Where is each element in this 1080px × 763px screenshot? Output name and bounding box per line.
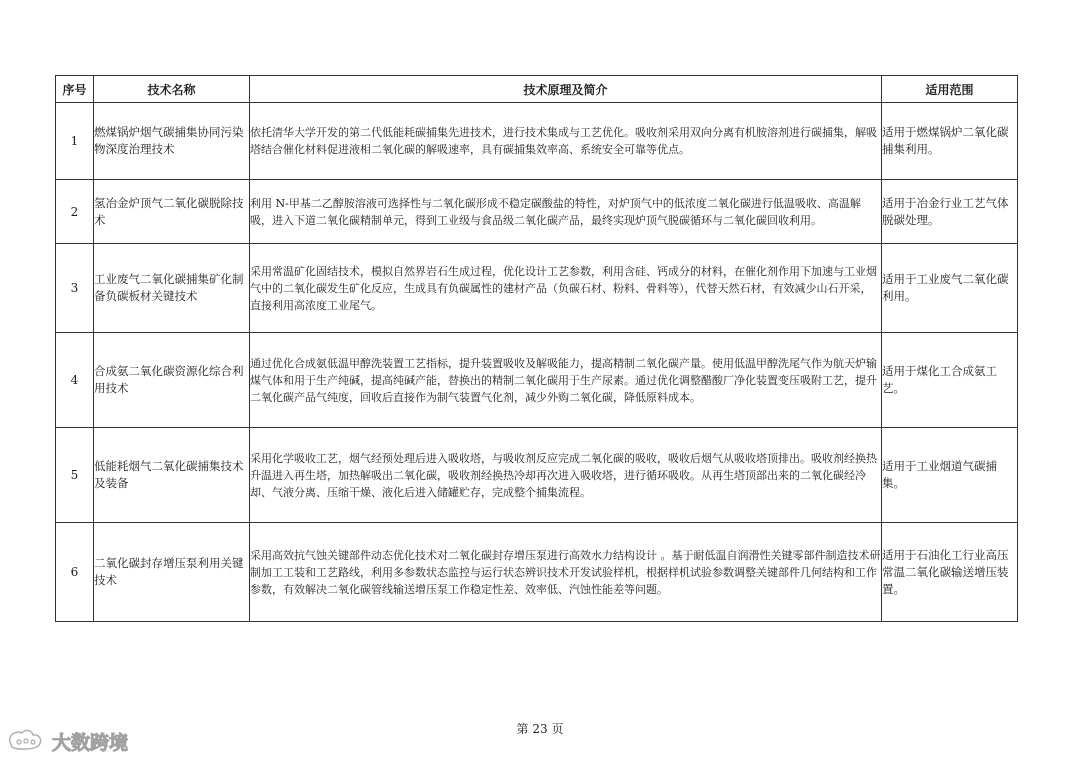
tech-description-cell: 采用常温矿化固结技术，模拟自然界岩石生成过程，优化设计工艺参数，利用含硅、钙成分的材料，在催化剂作用下加速与工业烟气中的二氧化碳发生矿化反应，生成具有负碳属性的建材产品（负碳石材、粉料、骨料等），代替天然石材，有效减少山石开采，直接利用高浓度工业尾气。 xyxy=(250,244,882,333)
tech-description-cell: 采用化学吸收工艺，烟气经预处理后进入吸收塔，与吸收剂反应完成二氧化碳的吸收，吸收后烟气从吸收塔顶排出。吸收剂经换热升温进入再生塔，加热解吸出二氧化碳，吸收剂经换热冷却再次进入吸收塔，进行循环吸收。从再生塔顶部出来的二氧化碳经冷却、气液分离、压缩干燥、液化后进入储罐贮存，完成整个捕集流程。 xyxy=(250,428,882,523)
tech-description-cell: 依托清华大学开发的第二代低能耗碳捕集先进技术，进行技术集成与工艺优化。吸收剂采用双向分离有机胺溶剂进行碳捕集，解吸塔结合催化材料促进液相二氧化碳的解吸速率，具有碳捕集效率高、系统安全可靠等优点。 xyxy=(250,103,882,180)
table-row xyxy=(56,103,1018,180)
table-row xyxy=(56,244,1018,333)
table-row xyxy=(56,428,1018,523)
tech-name-cell: 工业废气二氧化碳捕集矿化制备负碳板材关键技术 xyxy=(94,244,250,333)
scope-cell: 适用于石油化工行业高压常温二氧化碳输送增压装置。 xyxy=(882,523,1018,622)
tech-description-cell: 通过优化合成氨低温甲醇洗装置工艺指标，提升装置吸收及解吸能力，提高精制二氧化碳产量。使用低温甲醇洗尾气作为航天炉输煤气体和用于生产纯碱，提高纯碱产能，替换出的精制二氧化碳用于生产尿素。通过优化调整醋酸厂净化装置变压吸附工艺，提升二氧化碳产品气纯度，回收后直接作为制气装置气化剂，减少外购二氧化碳，降低原料成本。 xyxy=(250,333,882,428)
scope-cell: 适用于冶金行业工艺气体脱碳处理。 xyxy=(882,180,1018,244)
tech-name-cell: 合成氨二氧化碳资源化综合利用技术 xyxy=(94,333,250,428)
tech-name-cell: 氢冶金炉顶气二氧化碳脱除技术 xyxy=(94,180,250,244)
row-number: 1 xyxy=(56,103,94,180)
page-number: 第 23 页 xyxy=(516,722,564,736)
scope-cell: 适用于燃煤锅炉二氧化碳捕集利用。 xyxy=(882,103,1018,180)
table-row xyxy=(56,180,1018,244)
header-scope: 适用范围 xyxy=(882,76,1018,103)
header-tech-name: 技术名称 xyxy=(94,76,250,103)
scope-cell: 适用于工业废气二氧化碳利用。 xyxy=(882,244,1018,333)
tech-name-cell: 低能耗烟气二氧化碳捕集技术及装备 xyxy=(94,428,250,523)
tech-name-cell: 二氧化碳封存增压泵利用关键技术 xyxy=(94,523,250,622)
row-number: 6 xyxy=(56,523,94,622)
watermark-text: 大数跨境 xyxy=(52,731,129,754)
row-number: 5 xyxy=(56,428,94,523)
row-number: 2 xyxy=(56,180,94,244)
weibo-logo-icon xyxy=(6,726,46,756)
tech-description-cell: 利用 N-甲基二乙醇胺溶液可选择性与二氧化碳形成不稳定碳酸盐的特性，对炉顶气中的低浓度二氧化碳进行低温吸收、高温解吸，进入下道二氧化碳精制单元，得到工业级与食品级二氧化碳产品，最终实现炉顶气脱碳循环与二氧化碳回收利用。 xyxy=(250,180,882,244)
tech-description-cell: 采用高效抗气蚀关键部件动态优化技术对二氧化碳封存增压泵进行高效水力结构设计 。基于耐低温自润滑性关键零部件制造技术研制加工工装和工艺路线，利用多参数状态监控与运行状态辨识技术开发试验样机，根据样机试验参数调整关键部件几何结构和工作参数，有效解决二氧化碳管线输送增压泵工作稳定性差、效率低、汽蚀性能差等问题。 xyxy=(250,523,882,622)
table-row xyxy=(56,333,1018,428)
table-header-row xyxy=(56,76,1018,103)
table-row xyxy=(56,523,1018,622)
tech-name-cell: 燃煤锅炉烟气碳捕集协同污染物深度治理技术 xyxy=(94,103,250,180)
header-principle: 技术原理及简介 xyxy=(250,76,882,103)
scope-cell: 适用于工业烟道气碳捕集。 xyxy=(882,428,1018,523)
header-serial: 序号 xyxy=(56,76,94,103)
technology-table xyxy=(55,75,1018,622)
watermark xyxy=(6,726,128,756)
row-number: 4 xyxy=(56,333,94,428)
row-number: 3 xyxy=(56,244,94,333)
scope-cell: 适用于煤化工合成氨工艺。 xyxy=(882,333,1018,428)
